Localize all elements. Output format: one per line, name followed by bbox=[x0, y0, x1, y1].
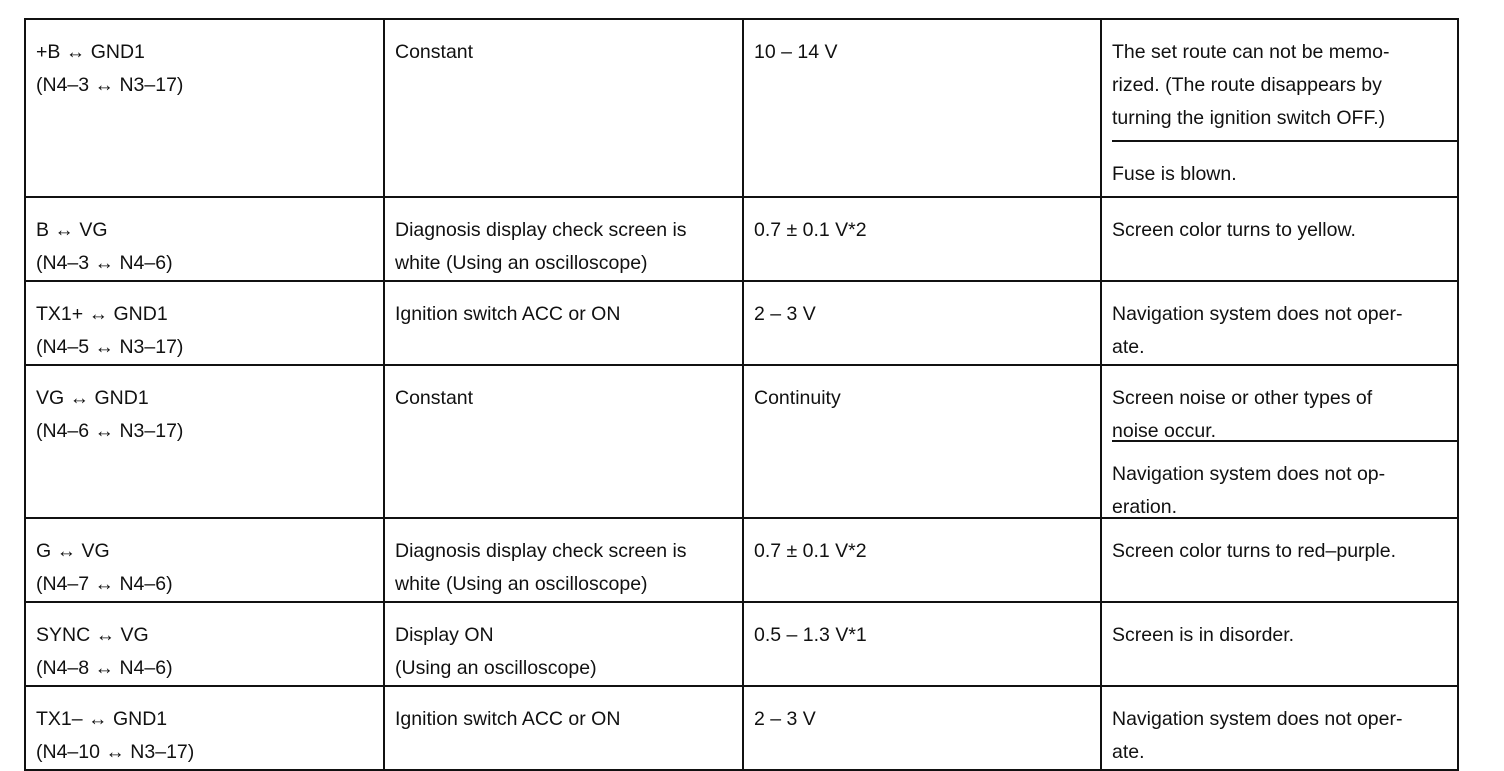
spec-cell bbox=[743, 281, 1101, 365]
terminal-pins: (N4–5 ↔ N3–17) bbox=[36, 336, 184, 358]
condition-text: Constant bbox=[395, 387, 474, 409]
spec-cell bbox=[743, 197, 1101, 281]
terminal-pins: (N4–10 ↔ N3–17) bbox=[36, 741, 195, 763]
cause-stack bbox=[1112, 603, 1457, 652]
condition-cell bbox=[384, 365, 743, 518]
cause-entry bbox=[1112, 366, 1457, 442]
spec-cell bbox=[743, 602, 1101, 686]
condition-cell bbox=[384, 281, 743, 365]
table-row bbox=[25, 602, 1458, 686]
table-row bbox=[25, 686, 1458, 770]
cause-entry bbox=[1112, 442, 1457, 516]
terminal-cell bbox=[25, 602, 384, 686]
spec-value: 10 – 14 V bbox=[754, 41, 838, 63]
spec-value: 2 – 3 V bbox=[754, 708, 816, 730]
terminal-name: SYNC ↔ VG bbox=[36, 624, 149, 646]
condition-cell bbox=[384, 19, 743, 197]
cause-stack bbox=[1112, 20, 1457, 194]
cause-cell bbox=[1101, 602, 1458, 686]
terminal-cell bbox=[25, 281, 384, 365]
terminal-name: TX1+ ↔ GND1 bbox=[36, 303, 168, 325]
cause-text: Screen color turns to red–purple. bbox=[1112, 540, 1396, 562]
cause-stack bbox=[1112, 519, 1457, 568]
table-row bbox=[25, 197, 1458, 281]
cause-stack bbox=[1112, 198, 1457, 247]
condition-text: Display ON bbox=[395, 624, 494, 646]
condition-text: Ignition switch ACC or ON bbox=[395, 303, 621, 325]
terminal-name: TX1– ↔ GND1 bbox=[36, 708, 168, 730]
cause-cell bbox=[1101, 518, 1458, 602]
cause-entry bbox=[1112, 142, 1457, 194]
cause-text: Screen is in disorder. bbox=[1112, 624, 1295, 646]
condition-text: white (Using an oscilloscope) bbox=[395, 573, 648, 595]
terminal-cell bbox=[25, 518, 384, 602]
cause-text: ate. bbox=[1112, 336, 1145, 358]
terminal-cell bbox=[25, 19, 384, 197]
condition-text: Ignition switch ACC or ON bbox=[395, 708, 621, 730]
spec-value: 0.7 ± 0.1 V*2 bbox=[754, 540, 867, 562]
cause-text: The set route can not be memo- bbox=[1112, 41, 1390, 63]
spec-cell bbox=[743, 365, 1101, 518]
spec-cell bbox=[743, 518, 1101, 602]
table-row bbox=[25, 19, 1458, 197]
cause-entry bbox=[1112, 603, 1457, 652]
terminal-cell bbox=[25, 197, 384, 281]
terminal-cell bbox=[25, 365, 384, 518]
terminal-cell bbox=[25, 686, 384, 770]
spec-value: 0.5 – 1.3 V*1 bbox=[754, 624, 867, 646]
cause-stack bbox=[1112, 687, 1457, 769]
terminal-pins: (N4–3 ↔ N4–6) bbox=[36, 252, 173, 274]
cause-stack bbox=[1112, 366, 1457, 516]
cause-text: ate. bbox=[1112, 741, 1145, 763]
condition-text: white (Using an oscilloscope) bbox=[395, 252, 648, 274]
terminal-pins: (N4–8 ↔ N4–6) bbox=[36, 657, 173, 679]
terminal-pins: (N4–7 ↔ N4–6) bbox=[36, 573, 173, 595]
cause-text: eration. bbox=[1112, 496, 1178, 518]
cause-cell bbox=[1101, 197, 1458, 281]
table-row bbox=[25, 281, 1458, 365]
cause-entry bbox=[1112, 519, 1457, 568]
table-row bbox=[25, 365, 1458, 518]
cause-cell bbox=[1101, 19, 1458, 197]
spec-value: 0.7 ± 0.1 V*2 bbox=[754, 219, 867, 241]
cause-cell bbox=[1101, 365, 1458, 518]
table-body bbox=[25, 19, 1458, 770]
cause-text: Navigation system does not op- bbox=[1112, 463, 1386, 485]
terminal-name: B ↔ VG bbox=[36, 219, 108, 241]
cause-entry bbox=[1112, 20, 1457, 142]
terminal-name: G ↔ VG bbox=[36, 540, 110, 562]
terminal-pins: (N4–3 ↔ N3–17) bbox=[36, 74, 184, 96]
spec-value: 2 – 3 V bbox=[754, 303, 816, 325]
table-row bbox=[25, 518, 1458, 602]
condition-cell bbox=[384, 518, 743, 602]
cause-text: noise occur. bbox=[1112, 420, 1217, 442]
spec-value: Continuity bbox=[754, 387, 841, 409]
cause-text: Navigation system does not oper- bbox=[1112, 303, 1403, 325]
cause-cell bbox=[1101, 281, 1458, 365]
condition-text: Diagnosis display check screen is bbox=[395, 540, 687, 562]
cause-stack bbox=[1112, 282, 1457, 364]
spec-cell bbox=[743, 19, 1101, 197]
condition-text: Constant bbox=[395, 41, 474, 63]
condition-text: Diagnosis display check screen is bbox=[395, 219, 687, 241]
terminal-pins: (N4–6 ↔ N3–17) bbox=[36, 420, 184, 442]
terminal-name: VG ↔ GND1 bbox=[36, 387, 149, 409]
cause-text: rized. (The route disappears by bbox=[1112, 74, 1382, 96]
terminal-spec-table bbox=[24, 18, 1459, 771]
cause-text: Screen noise or other types of bbox=[1112, 387, 1373, 409]
condition-cell bbox=[384, 686, 743, 770]
cause-entry bbox=[1112, 687, 1457, 769]
cause-cell bbox=[1101, 686, 1458, 770]
terminal-name: +B ↔ GND1 bbox=[36, 41, 145, 63]
cause-entry bbox=[1112, 282, 1457, 364]
cause-text: Navigation system does not oper- bbox=[1112, 708, 1403, 730]
cause-entry bbox=[1112, 198, 1457, 247]
cause-text: Fuse is blown. bbox=[1112, 163, 1237, 185]
condition-cell bbox=[384, 197, 743, 281]
condition-cell bbox=[384, 602, 743, 686]
condition-text: (Using an oscilloscope) bbox=[395, 657, 597, 679]
spec-cell bbox=[743, 686, 1101, 770]
cause-text: turning the ignition switch OFF.) bbox=[1112, 107, 1386, 129]
cause-text: Screen color turns to yellow. bbox=[1112, 219, 1356, 241]
